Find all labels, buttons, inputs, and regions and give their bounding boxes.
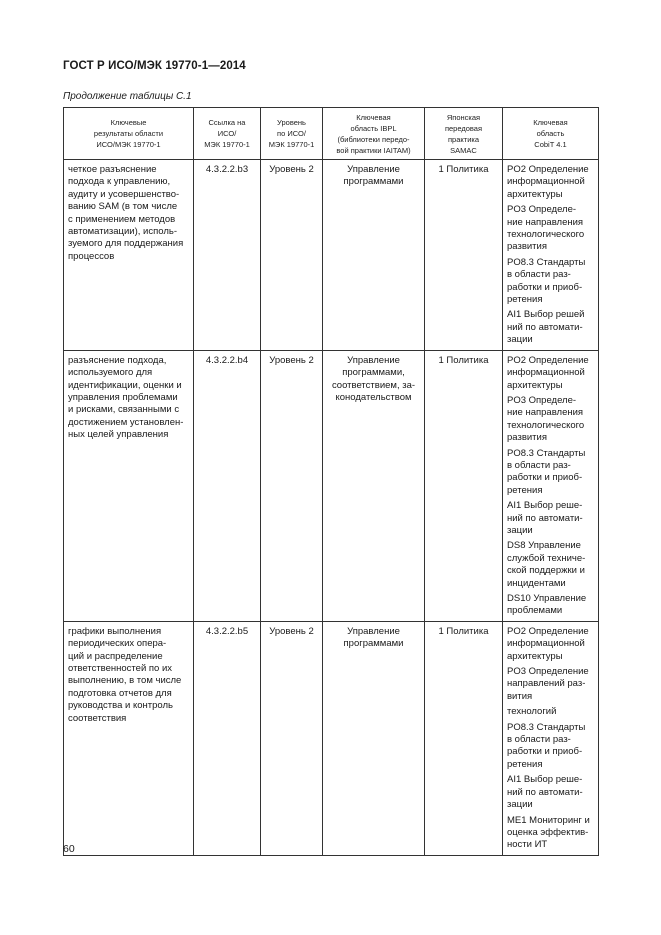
cell-samac: 1 Политика — [425, 621, 503, 855]
page-number: 60 — [63, 843, 75, 855]
cobit-item: DS8 Управление службой техниче- ской поддержки и инцидентами — [507, 540, 586, 589]
cell-reference: 4.3.2.2.b4 — [194, 350, 261, 621]
header-cobit-area: Ключевая область CobiT 4.1 — [503, 108, 599, 160]
cobit-item: PO3 Определение направлений раз- вития — [507, 666, 589, 702]
cobit-item: PO8.3 Стандарты в области раз- работки и приоб- ретения — [507, 721, 586, 770]
cobit-item: PO2 Определение информационной архитектуры — [507, 164, 589, 200]
cell-samac: 1 Политика — [425, 160, 503, 351]
cobit-item: AI1 Выбор реше- ний по автомати- зации — [507, 500, 583, 536]
table-caption: Продолжение таблицы С.1 — [63, 91, 192, 102]
cell-reference: 4.3.2.2.b3 — [194, 160, 261, 351]
table-row — [64, 621, 599, 855]
header-key-results: Ключевые результаты области ИСО/МЭК 19770-1 — [64, 108, 194, 160]
cobit-item: ME1 Мониторинг и оценка эффектив- ности ИТ — [507, 814, 590, 851]
header-level: Уровень по ИСО/ МЭК 19770-1 — [261, 108, 323, 160]
standards-mapping-table — [63, 107, 599, 856]
cell-cobit — [503, 621, 599, 855]
cell-ibpl: Управление программами, соответствием, за- конодательством — [323, 350, 425, 621]
cobit-item: PO2 Определение информационной архитектуры — [507, 354, 589, 391]
cell-cobit — [503, 160, 599, 351]
document-title: ГОСТ Р ИСО/МЭК 19770-1—2014 — [63, 60, 246, 72]
cobit-item: AI1 Выбор реше- ний по автомати- зации — [507, 774, 583, 811]
cell-ibpl: Управление программами — [323, 621, 425, 855]
cobit-item: PO2 Определение информационной архитектуры — [507, 625, 589, 662]
cell-level: Уровень 2 — [261, 160, 323, 351]
cell-cobit — [503, 350, 599, 621]
header-samac-practice: Японская передовая практика SAMAC — [425, 108, 503, 160]
table-row — [64, 160, 599, 351]
cobit-item: AI1 Выбор решей ний по автомати- зации — [507, 309, 585, 346]
cobit-item: DS10 Управление проблемами — [507, 593, 587, 617]
header-ibpl-area: Ключевая область IBPL (библиотеки передо- вой практики IAITAM) — [323, 108, 425, 160]
cobit-item: PO8.3 Стандарты в области раз- работки и приоб- ретения — [507, 256, 586, 306]
header-reference: Ссылка на ИСО/ МЭК 19770-1 — [194, 108, 261, 160]
cell-level: Уровень 2 — [261, 621, 323, 855]
cobit-item: PO3 Определе- ние направления технологического развития — [507, 204, 585, 253]
table-header-row — [64, 108, 599, 160]
cell-reference: 4.3.2.2.b5 — [194, 621, 261, 855]
cell-level: Уровень 2 — [261, 350, 323, 621]
table-row — [64, 350, 599, 621]
cell-result: четкое разъяснение подхода к управлению, аудиту и усовершенство- ванию SAM (в том числе с применением методов автоматизации), исполь- зуемого для поддержания процессов — [64, 160, 194, 351]
cobit-item: PO8.3 Стандарты в области раз- работки и приоб- ретения — [507, 447, 586, 496]
cell-result: разъяснение подхода, используемого для идентификации, оценки и управления проблемами и рисками, связанными с достижением установлен- ных целей управления — [64, 350, 194, 621]
cobit-item: технологий — [507, 706, 557, 718]
cell-samac: 1 Политика — [425, 350, 503, 621]
cobit-item: PO3 Определе- ние направления технологического развития — [507, 394, 585, 444]
cell-ibpl: Управление программами — [323, 160, 425, 351]
cell-result: графики выполнения периодических опера- ций и распределение ответственностей по их выполнению, в том числе подготовка отчетов для руководства и контроль соответствия — [64, 621, 194, 855]
